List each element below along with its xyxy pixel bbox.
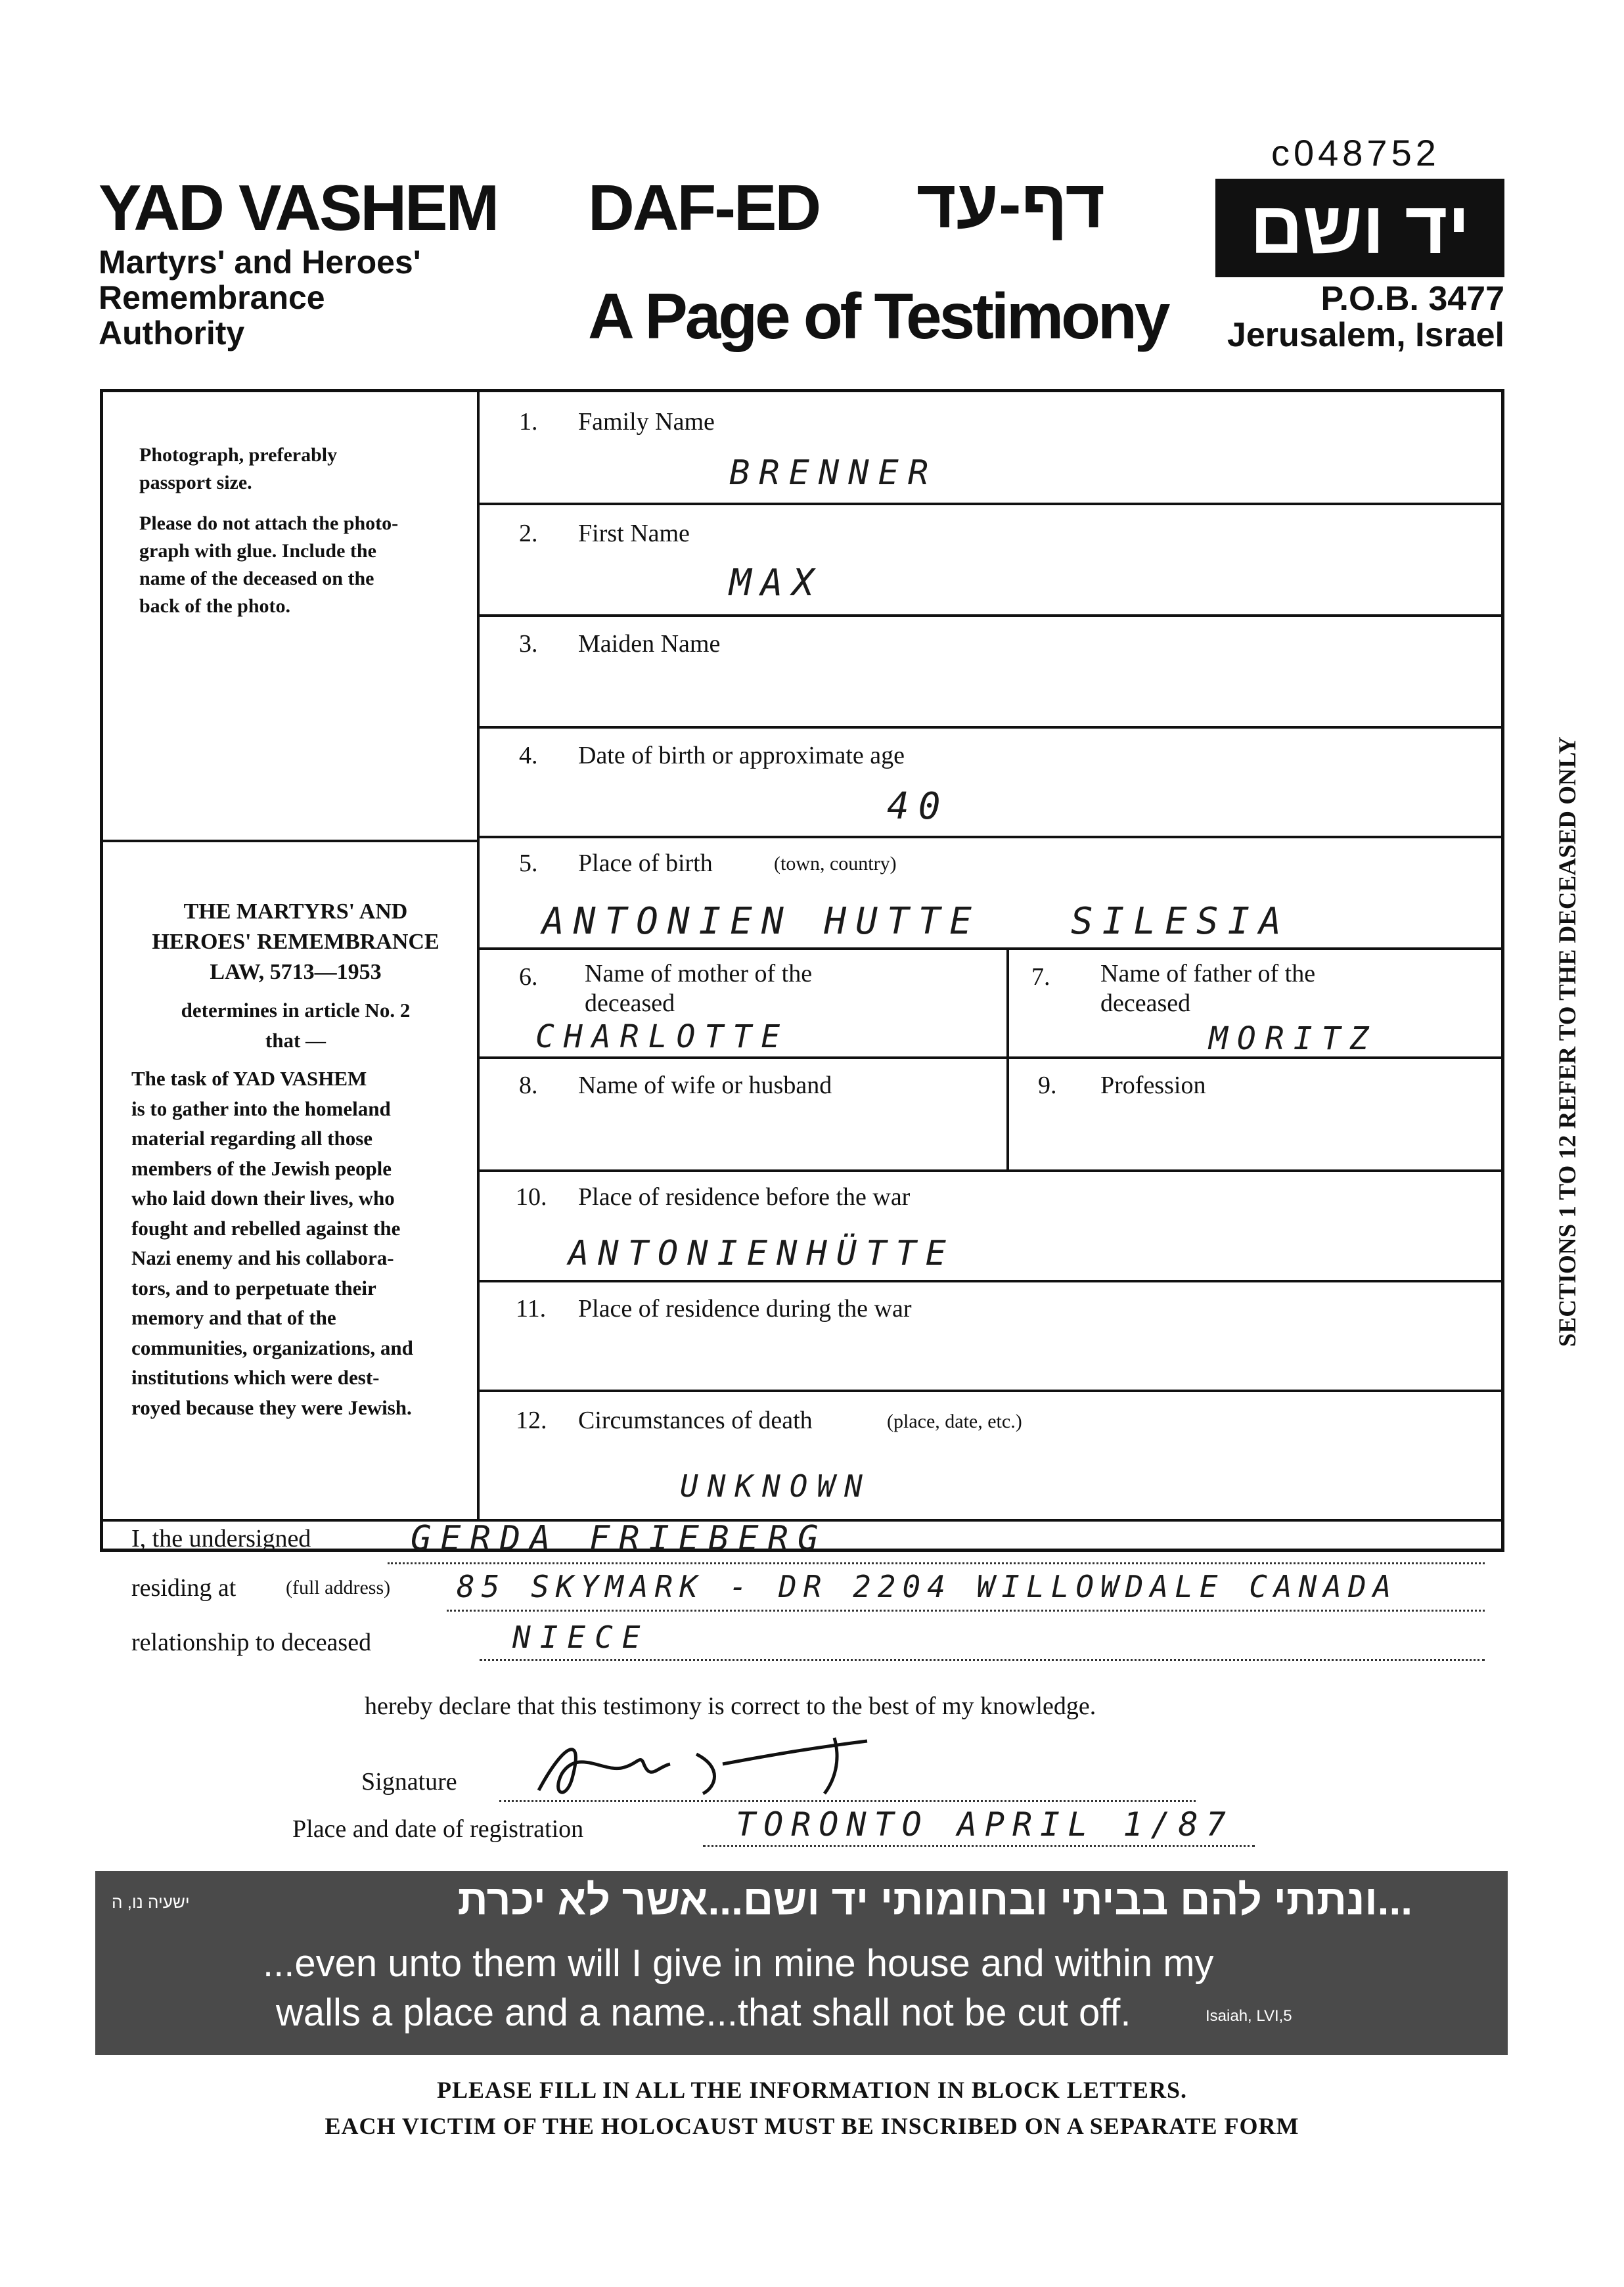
law-box (131, 897, 460, 1422)
residence-before-value[interactable]: ANTONIENHÜTTE (568, 1234, 955, 1273)
field-6-label2: deceased (585, 989, 675, 1017)
org-sub-line: Authority (99, 315, 245, 351)
side-note: SECTIONS 1 TO 12 REFER TO THE DECEASED ONLY (1554, 736, 1581, 1347)
row-rule (477, 1280, 1504, 1282)
place-date-value[interactable]: TORONTO APRIL 1/87 (736, 1805, 1234, 1844)
law-text-line: institutions which were dest- (131, 1366, 380, 1389)
law-text-line: royed because they were Jewish. (131, 1395, 412, 1419)
law-text-line: fought and rebelled against the (131, 1216, 401, 1240)
field-7-label: Name of father of the (1100, 960, 1316, 987)
law-text-line: Nazi enemy and his collabora- (131, 1246, 394, 1269)
birth-country-value[interactable]: SILESIA (1071, 900, 1291, 943)
law-text-line: memory and that of the (131, 1306, 336, 1329)
relationship-label: relationship to deceased (131, 1629, 372, 1656)
field-9-num: 9. (1038, 1072, 1057, 1099)
residing-value[interactable]: 85 SKYMARK - DR 2204 WILLOWDALE CANADA (457, 1569, 1398, 1604)
field-4-label: Date of birth or approximate age (578, 742, 905, 769)
org-subtitle (99, 244, 421, 351)
city-address: Jerusalem, Israel (1227, 316, 1504, 354)
photo-instruction-line: Please do not attach the photo- (139, 512, 399, 534)
page-title: A Page of Testimony (588, 280, 1168, 352)
field-2-label: First Name (578, 520, 690, 547)
photo-instructions (139, 510, 455, 620)
footer-line-2: EACH VICTIM OF THE HOLOCAUST MUST BE INSCRIBED ON A SEPARATE FORM (325, 2113, 1299, 2139)
org-sub-line: Martyrs' and Heroes' (99, 244, 421, 281)
left-divider (100, 840, 478, 842)
signature-mark (526, 1728, 893, 1807)
footer-line-1: PLEASE FILL IN ALL THE INFORMATION IN BLOCK LETTERS. (437, 2077, 1187, 2103)
law-determines: determines in article No. 2 (181, 999, 411, 1022)
law-determines: that — (265, 1029, 327, 1052)
relationship-value[interactable]: NIECE (512, 1619, 650, 1655)
pob-address: P.O.B. 3477 (1320, 280, 1504, 318)
field-3-label: Maiden Name (578, 630, 721, 658)
law-text-line: who laid down their lives, who (131, 1187, 395, 1210)
field-12-num: 12. (516, 1407, 547, 1434)
law-text-line: tors, and to perpetuate their (131, 1276, 376, 1300)
mother-name-value[interactable]: CHARLOTTE (535, 1018, 790, 1055)
field-3-num: 3. (519, 630, 538, 658)
field-7-label2: deceased (1100, 989, 1191, 1017)
undersigned-value[interactable]: GERDA FRIEBERG (411, 1519, 828, 1558)
banner-ref: Isaiah, LVI,5 (1206, 2007, 1292, 2025)
banner-hebrew: ...ונתתי להם בביתי ובחומותי יד ושם...אשר לא יכרת (457, 1876, 1412, 1924)
field-6-num: 6. (519, 963, 538, 991)
law-text-line: is to gather into the homeland (131, 1097, 391, 1120)
daf-ed-title: DAF-ED (588, 171, 820, 244)
hebrew-logo: יד ושם (1215, 179, 1504, 277)
banner-hebrew-ref: ישעיה נו, ה (112, 1892, 190, 1912)
field-10-label: Place of residence before the war (578, 1183, 911, 1211)
photo-instruction-line: name of the deceased on the (139, 568, 374, 589)
org-sub-line: Remembrance (99, 279, 325, 316)
field-9-label: Profession (1100, 1072, 1206, 1099)
father-name-value[interactable]: MORITZ (1209, 1020, 1378, 1057)
law-text (131, 1064, 460, 1422)
place-date-line (703, 1845, 1255, 1847)
row-rule (477, 1390, 1504, 1392)
row-rule (477, 947, 1504, 950)
field-6-label: Name of mother of the (585, 960, 813, 987)
signature-label: Signature (361, 1768, 457, 1796)
field-12-label: Circumstances of death (578, 1407, 813, 1434)
photo-line: passport size. (139, 472, 252, 493)
column-divider (477, 389, 480, 1519)
field-1-label: Family Name (578, 408, 715, 436)
row-rule (477, 1169, 1504, 1172)
field-5-label: Place of birth (578, 849, 713, 877)
photo-box (139, 442, 455, 620)
law-text-line: material regarding all those (131, 1127, 373, 1150)
law-text-line: The task of YAD VASHEM (131, 1067, 367, 1090)
law-heading: LAW, 5713—1953 (210, 960, 382, 984)
relationship-line (480, 1659, 1485, 1661)
field-5-note: (town, country) (774, 853, 897, 874)
undersigned-label: I, the undersigned (131, 1525, 311, 1552)
field-7-num: 7. (1031, 963, 1050, 991)
field-11-label: Place of residence during the war (578, 1295, 912, 1323)
banner-line-1: ...even unto them will I give in mine house and within my (263, 1942, 1214, 1985)
field-2-num: 2. (519, 520, 538, 547)
row-rule (477, 726, 1504, 729)
hebrew-daf-ed: דף-עד (916, 166, 1106, 242)
birth-town-value[interactable]: ANTONIEN HUTTE (542, 900, 981, 943)
photo-instruction-line: back of the photo. (139, 595, 291, 617)
split-divider (1006, 947, 1009, 1169)
family-name-value[interactable]: BRENNER (729, 453, 938, 493)
law-heading: HEROES' REMEMBRANCE (152, 930, 440, 954)
field-11-num: 11. (516, 1295, 547, 1323)
residing-line (447, 1610, 1485, 1612)
field-8-num: 8. (519, 1072, 538, 1099)
field-1-num: 1. (519, 408, 538, 436)
death-circumstances-value[interactable]: UNKNOWN (680, 1468, 872, 1504)
undersigned-line (388, 1562, 1485, 1564)
residing-label: residing at (131, 1574, 237, 1602)
serial-number: c048752 (1271, 132, 1440, 173)
field-8-label: Name of wife or husband (578, 1072, 832, 1099)
first-name-value[interactable]: MAX (729, 562, 824, 604)
place-date-label: Place and date of registration (292, 1815, 584, 1843)
banner-line-2: walls a place and a name...that shall not be cut off. (276, 1991, 1131, 2034)
field-10-num: 10. (516, 1183, 547, 1211)
law-text-line: members of the Jewish people (131, 1156, 392, 1180)
law-heading: THE MARTYRS' AND (183, 899, 408, 924)
residing-note: (full address) (286, 1577, 391, 1598)
photo-instruction-line: graph with glue. Include the (139, 540, 376, 562)
field-12-note: (place, date, etc.) (887, 1411, 1022, 1432)
photo-line: Photograph, preferably (139, 444, 338, 466)
field-4-num: 4. (519, 742, 538, 769)
age-value[interactable]: 40 (887, 785, 950, 828)
row-rule (477, 503, 1504, 505)
field-5-num: 5. (519, 849, 538, 877)
row-rule (477, 614, 1504, 617)
declaration-statement: hereby declare that this testimony is correct to the best of my knowledge. (365, 1692, 1096, 1720)
row-rule (477, 836, 1504, 838)
org-name: YAD VASHEM (99, 171, 498, 244)
law-text-line: communities, organizations, and (131, 1336, 413, 1359)
